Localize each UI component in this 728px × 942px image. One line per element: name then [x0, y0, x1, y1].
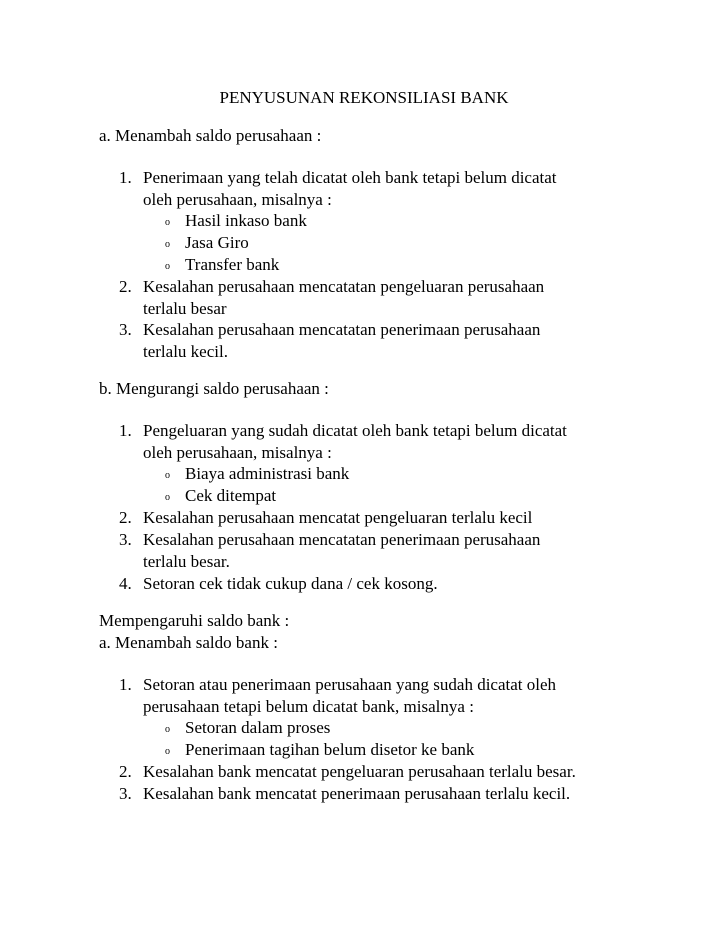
list-item-text: Kesalahan perusahaan mencatatan penerimaan perusahaan — [143, 530, 541, 549]
list-item-text: Setoran atau penerimaan perusahaan yang sudah dicatat oleh — [143, 675, 557, 694]
list-item-text: terlalu besar — [143, 299, 227, 318]
bullet-icon: o — [165, 261, 170, 272]
list-subitem: Jasa Giro — [185, 233, 249, 252]
list-item-number: 2. — [119, 277, 132, 296]
list-subitem: Cek ditempat — [185, 486, 277, 505]
list-item-text: Pengeluaran yang sudah dicatat oleh bank tetapi belum dicatat — [143, 421, 567, 440]
list-item-number: 1. — [119, 675, 132, 694]
list-item-text: Kesalahan bank mencatat penerimaan perusahaan terlalu kecil. — [143, 784, 571, 803]
list-item-number: 1. — [119, 421, 132, 440]
list-item-text: oleh perusahaan, misalnya : — [143, 443, 332, 462]
list-subitem: Transfer bank — [185, 255, 280, 274]
list-item-text: oleh perusahaan, misalnya : — [143, 190, 332, 209]
list-subitem: Setoran dalam proses — [185, 718, 331, 737]
section-b-heading: b. Mengurangi saldo perusahaan : — [99, 379, 329, 398]
bullet-icon: o — [165, 492, 170, 503]
list-item-text: terlalu besar. — [143, 552, 230, 571]
document-title: PENYUSUNAN REKONSILIASI BANK — [219, 88, 509, 107]
bullet-icon: o — [165, 724, 170, 735]
list-item-text: Kesalahan perusahaan mencatat pengeluaran terlalu kecil — [143, 508, 533, 527]
list-item-number: 2. — [119, 508, 132, 527]
list-item-text: Kesalahan perusahaan mencatatan penerimaan perusahaan — [143, 320, 541, 339]
bullet-icon: o — [165, 746, 170, 757]
list-item-text: perusahaan tetapi belum dicatat bank, misalnya : — [143, 697, 474, 716]
list-item-text: terlalu kecil. — [143, 342, 228, 361]
section-a-heading: a. Menambah saldo perusahaan : — [99, 126, 322, 145]
list-item-number: 3. — [119, 530, 132, 549]
list-item-text: Kesalahan bank mencatat pengeluaran perusahaan terlalu besar. — [143, 762, 576, 781]
list-item-number: 4. — [119, 574, 132, 593]
list-item-number: 2. — [119, 762, 132, 781]
list-item-number: 3. — [119, 784, 132, 803]
list-item-text: Penerimaan yang telah dicatat oleh bank tetapi belum dicatat — [143, 168, 557, 187]
bullet-icon: o — [165, 239, 170, 250]
list-subitem: Penerimaan tagihan belum disetor ke bank — [185, 740, 475, 759]
bullet-icon: o — [165, 217, 170, 228]
list-item-text: Setoran cek tidak cukup dana / cek kosong. — [143, 574, 438, 593]
bank-section-heading: Mempengaruhi saldo bank : — [99, 611, 290, 630]
list-subitem: Biaya administrasi bank — [185, 464, 350, 483]
bank-section-subheading: a. Menambah saldo bank : — [99, 633, 278, 652]
list-subitem: Hasil inkaso bank — [185, 211, 307, 230]
list-item-number: 3. — [119, 320, 132, 339]
bullet-icon: o — [165, 470, 170, 481]
list-item-number: 1. — [119, 168, 132, 187]
list-item-text: Kesalahan perusahaan mencatatan pengeluaran perusahaan — [143, 277, 545, 296]
